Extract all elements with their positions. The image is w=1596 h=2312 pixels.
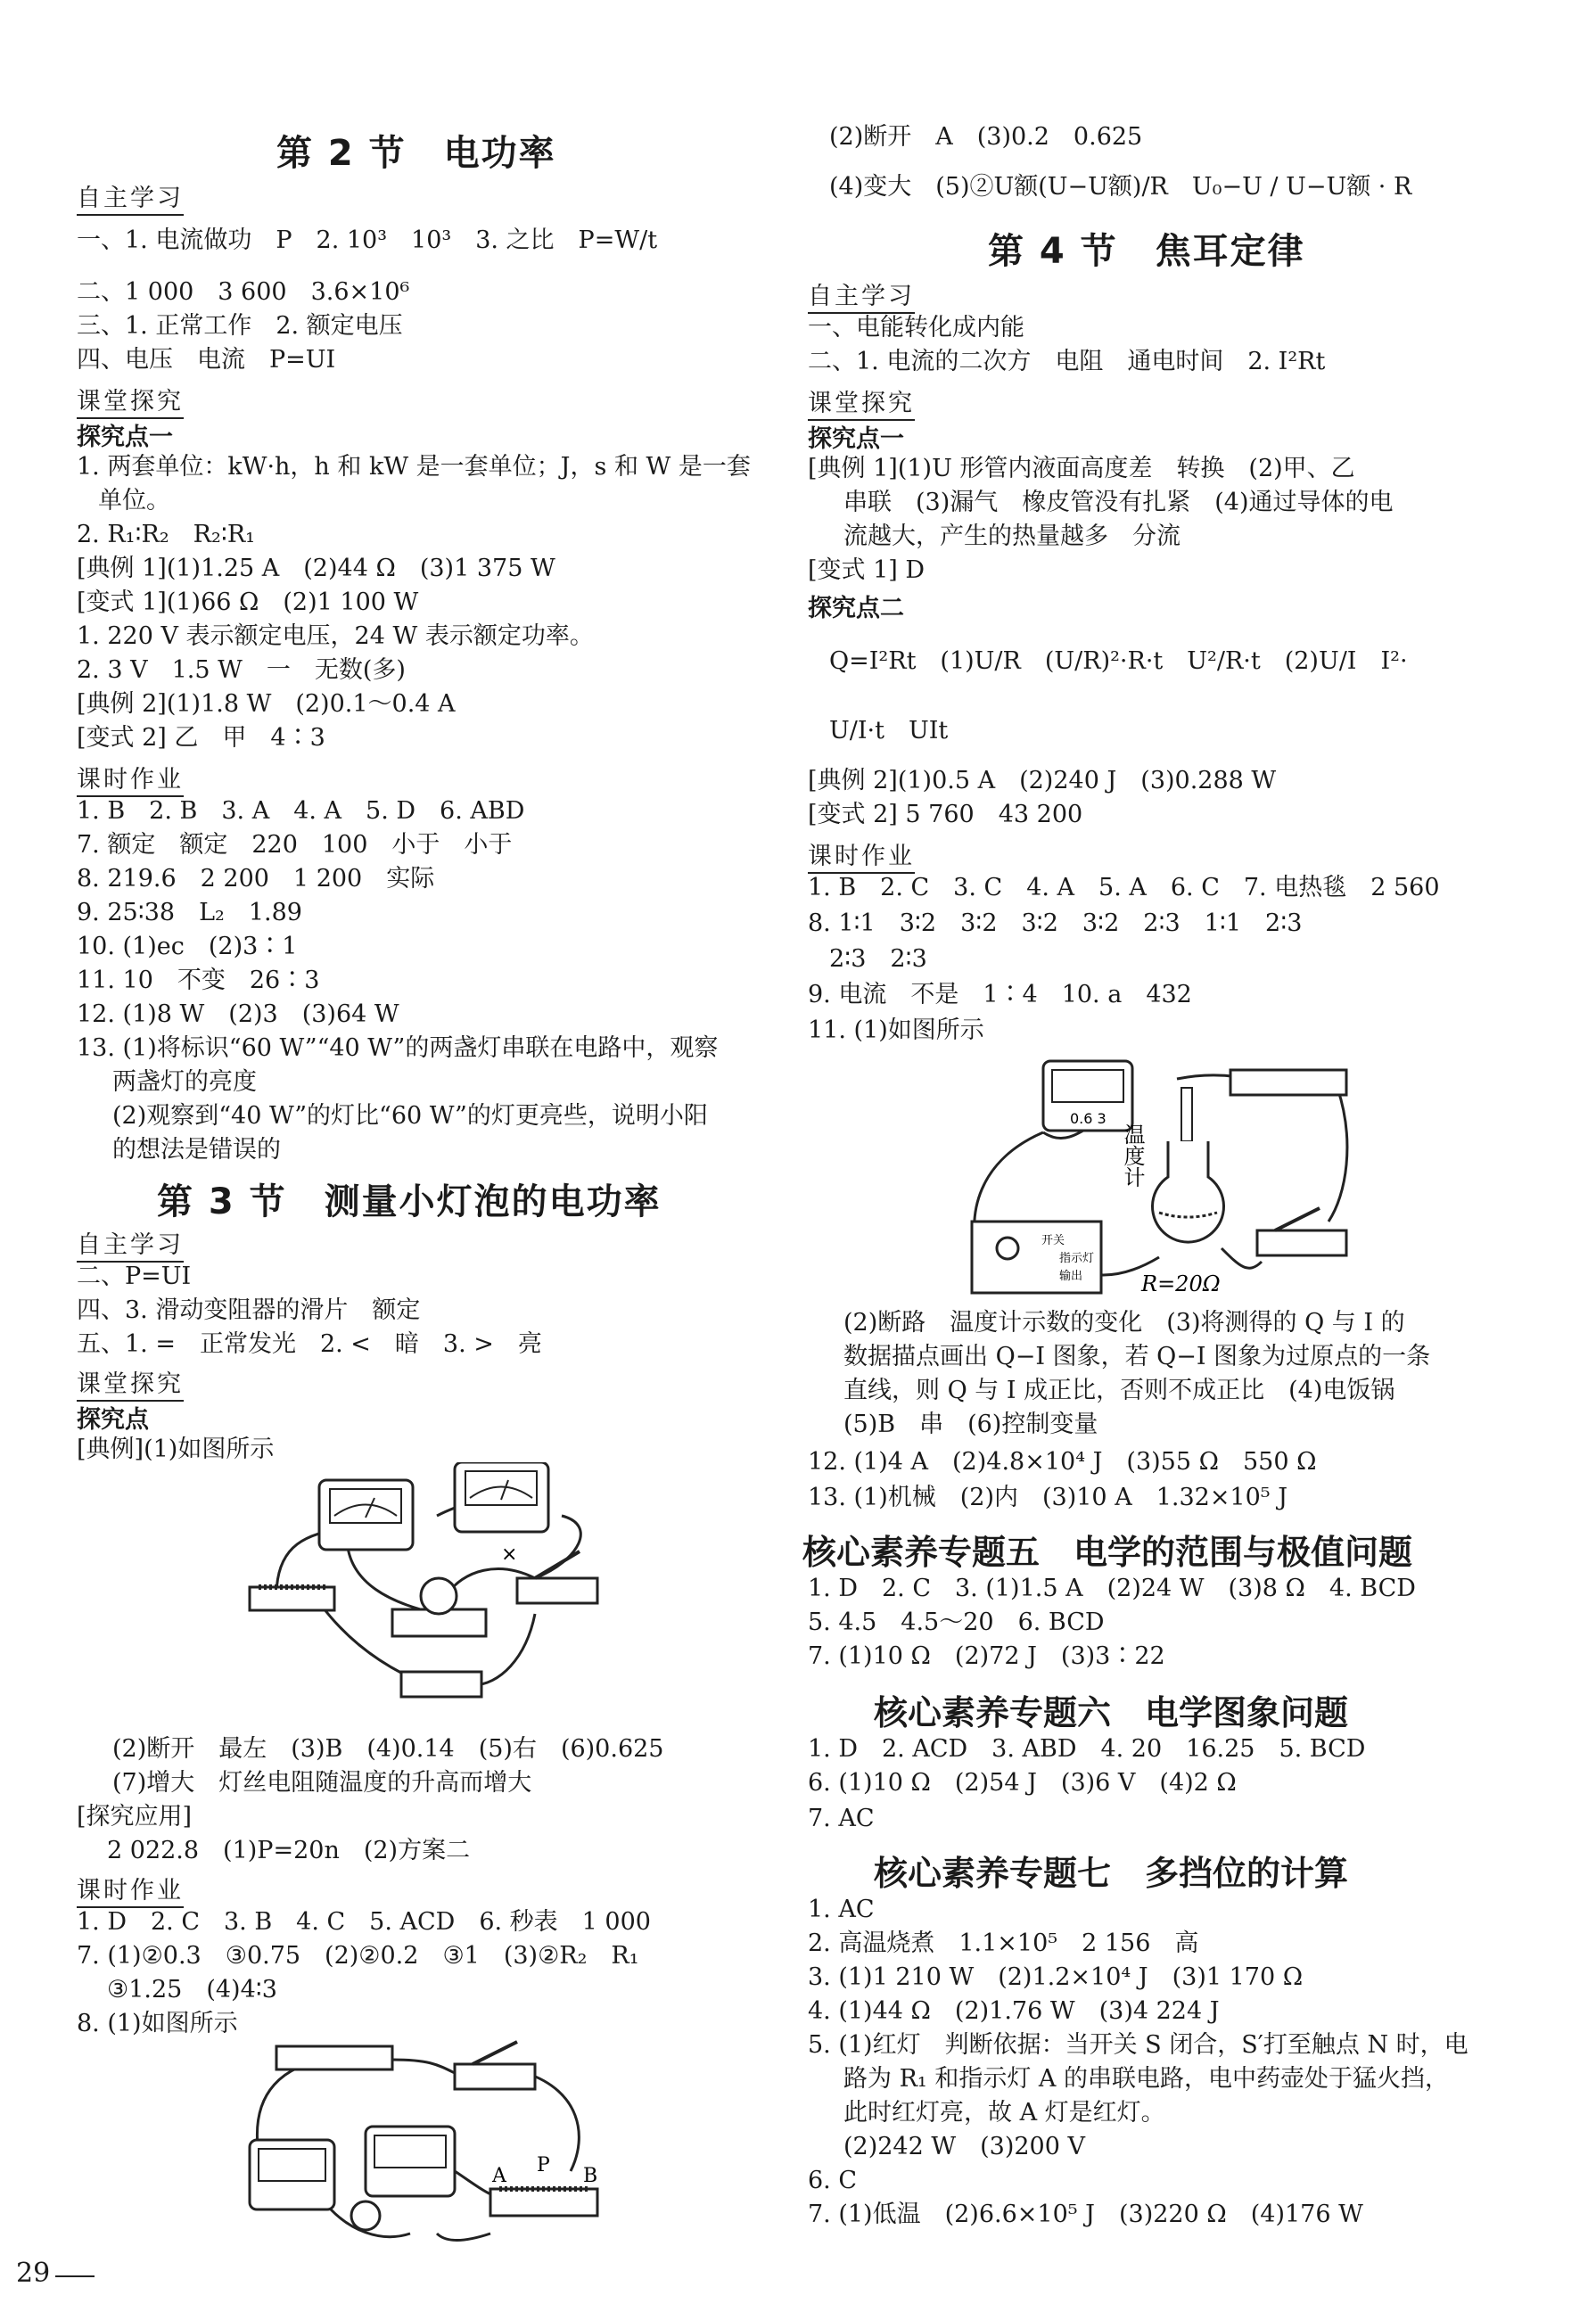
right-answer-line: 串联 (3)漏气 橡皮管没有扎紧 (4)通过导体的电 <box>843 489 1394 516</box>
right-answer-line: 12. (1)4 A (2)4.8×10⁴ J (3)55 Ω 550 Ω <box>808 1448 1317 1476</box>
right-subsection-title: 探究点二 <box>808 595 904 622</box>
right-answer-line: 路为 R₁ 和指示灯 A 的串联电路，电中药壶处于猛火挡， <box>843 2065 1449 2093</box>
left-answer-line: 四、电压 电流 P=UI <box>77 346 336 374</box>
left-answer-line: ③1.25 (4)4∶3 <box>107 1976 277 2003</box>
left-answer-line: 的想法是错误的 <box>112 1136 281 1164</box>
right-answer-line: 二、1. 电流的二次方 电阻 通电时间 2. I²Rt <box>808 348 1326 375</box>
left-answer-line: 7. 额定 额定 220 100 小于 小于 <box>77 831 513 859</box>
page-number: 29 <box>16 2258 51 2289</box>
right-answer-line: 流越大，产生的热量越多 分流 <box>843 522 1181 550</box>
left-answer-line: (2)观察到“40 W”的灯比“60 W”的灯更亮些，说明小阳 <box>112 1102 708 1130</box>
right-section-title: 核心素养专题七 多挡位的计算 <box>874 1854 1349 1893</box>
svg-text:×: × <box>501 1543 518 1566</box>
right-section-title: 核心素养专题六 电学图象问题 <box>874 1693 1349 1732</box>
left-answer-line: 2. R₁∶R₂ R₂∶R₁ <box>77 521 256 548</box>
right-answer-line: 2∶3 2∶3 <box>829 945 927 973</box>
circuit-figure-2 <box>232 2037 606 2260</box>
left-answer-line: 8. 219.6 2 200 1 200 实际 <box>77 865 435 893</box>
right-answer-line: (2)242 W (3)200 V <box>843 2133 1085 2160</box>
left-answer-line: (7)增大 灯丝电阻随温度的升高而增大 <box>112 1769 532 1797</box>
left-subsection-title: 探究点 <box>77 1406 149 1434</box>
left-answer-line: 1. D 2. C 3. B 4. C 5. ACD 6. 秒表 1 000 <box>77 1908 651 1936</box>
right-answer-line: 直线，则 Q 与 I 成正比，否则不成正比 (4)电饭锅 <box>843 1377 1395 1404</box>
left-section-tag: 课时作业 <box>77 1871 184 1908</box>
right-section-tag: 课堂探究 <box>808 383 915 421</box>
right-answer-line: [典例 1](1)U 形管内液面高度差 转换 (2)甲、乙 <box>808 455 1355 482</box>
svg-text:0.6 3: 0.6 3 <box>1070 1110 1107 1127</box>
svg-text:指示灯: 指示灯 <box>1059 1252 1095 1265</box>
left-answer-line: 12. (1)8 W (2)3 (3)64 W <box>77 1000 399 1028</box>
right-answer-line: 4. (1)44 Ω (2)1.76 W (3)4 224 J <box>808 1997 1220 2025</box>
left-answer-line: 9. 25∶38 L₂ 1.89 <box>77 899 302 926</box>
right-answer-line: 一、电能转化成内能 <box>808 314 1024 341</box>
left-answer-line: [典例 2](1)1.8 W (2)0.1～0.4 A <box>77 690 456 718</box>
left-answer-line: 两盏灯的亮度 <box>112 1068 257 1096</box>
right-answer-line: 1. B 2. C 3. C 4. A 5. A 6. C 7. 电热毯 2 560 <box>808 874 1440 901</box>
left-section-tag: 课时作业 <box>77 760 184 797</box>
right-section-tag: 自主学习 <box>808 276 915 314</box>
right-answer-line: 6. C <box>808 2167 858 2194</box>
left-section-tag: 自主学习 <box>77 178 184 216</box>
right-answer-line: 3. (1)1 210 W (2)1.2×10⁴ J (3)1 170 Ω <box>808 1963 1304 1991</box>
left-answer-line: 1. 两套单位：kW·h，h 和 kW 是一套单位；J，s 和 W 是一套 <box>77 453 751 481</box>
circuit-figure-3 <box>954 1052 1355 1297</box>
left-section-tag: 课堂探究 <box>77 1364 184 1402</box>
right-answer-line: 11. (1)如图所示 <box>808 1016 984 1044</box>
svg-text:开关: 开关 <box>1041 1234 1065 1247</box>
right-answer-line: 13. (1)机械 (2)内 (3)10 A 1.32×10⁵ J <box>808 1484 1288 1511</box>
svg-text:R=20Ω: R=20Ω <box>1141 1271 1221 1296</box>
left-answer-line: 2 022.8 (1)P=20n (2)方案二 <box>107 1837 471 1864</box>
left-answer-line: 三、1. 正常工作 2. 额定电压 <box>77 312 403 340</box>
right-answer-line: Q=I²Rt (1)U/R (U/R)²·R·t U²/R·t (2)U/I I²· <box>829 647 1408 675</box>
left-subsection-title: 探究点一 <box>77 424 173 451</box>
svg-text:输出: 输出 <box>1059 1270 1083 1283</box>
svg-text:P: P <box>537 2154 550 2176</box>
right-answer-line: 此时红灯亮，故 A 灯是红灯。 <box>843 2099 1165 2127</box>
left-answer-line: 二、P=UI <box>77 1263 192 1290</box>
left-section-tag: 自主学习 <box>77 1225 184 1263</box>
right-answer-line: 数据描点画出 Q−I 图象，若 Q−I 图象为过原点的一条 <box>843 1343 1431 1370</box>
svg-text:B: B <box>583 2165 598 2187</box>
left-answer-line: 1. 220 V 表示额定电压，24 W 表示额定功率。 <box>77 622 594 650</box>
right-answer-line: [变式 1] D <box>808 556 926 584</box>
right-answer-line: 1. D 2. C 3. (1)1.5 A (2)24 W (3)8 Ω 4. BCD <box>808 1575 1416 1602</box>
right-answer-line: [变式 2] 5 760 43 200 <box>808 801 1083 828</box>
thermometer-label: 温度计 <box>1120 1123 1145 1188</box>
right-answer-line: (4)变大 (5)②U额(U−U额)/R U₀−U / U−U额 · R <box>829 173 1412 201</box>
right-section-tag: 课时作业 <box>808 836 915 874</box>
left-answer-line: 二、1 000 3 600 3.6×10⁶ <box>77 278 410 306</box>
right-section-title: 核心素养专题五 电学的范围与极值问题 <box>802 1533 1413 1572</box>
left-section-tag: 课堂探究 <box>77 382 184 419</box>
left-answer-line: 7. (1)②0.3 ③0.75 (2)②0.2 ③1 (3)②R₂ R₁ <box>77 1942 639 1970</box>
left-answer-line: 8. (1)如图所示 <box>77 2010 238 2037</box>
left-answer-line: 单位。 <box>98 487 170 514</box>
right-section-title: 第 4 节 焦耳定律 <box>988 231 1305 272</box>
left-answer-line: [典例](1)如图所示 <box>77 1436 275 1463</box>
svg-text:A: A <box>492 2165 506 2187</box>
left-answer-line: 10. (1)ec (2)3∶1 <box>77 933 298 960</box>
circuit-figure-1 <box>241 1462 615 1721</box>
left-section-title: 第 2 节 电功率 <box>276 133 556 174</box>
left-answer-line: 四、3. 滑动变阻器的滑片 额定 <box>77 1296 421 1324</box>
left-answer-line: 一、1. 电流做功 P 2. 10³ 10³ 3. 之比 P=W/t <box>77 226 658 254</box>
right-answer-line: 5. 4.5 4.5～20 6. BCD <box>808 1609 1105 1636</box>
right-subsection-title: 探究点一 <box>808 425 904 453</box>
left-answer-line: [变式 2] 乙 甲 4∶3 <box>77 724 325 752</box>
left-answer-line: 五、1. = 正常发光 2. < 暗 3. > 亮 <box>77 1330 542 1358</box>
right-answer-line: 7. (1)低温 (2)6.6×10⁵ J (3)220 Ω (4)176 W <box>808 2201 1363 2228</box>
left-answer-line: [典例 1](1)1.25 A (2)44 Ω (3)1 375 W <box>77 555 555 582</box>
page-number-rule <box>55 2275 95 2277</box>
right-answer-line: (5)B 串 (6)控制变量 <box>843 1411 1098 1438</box>
right-answer-line: 1. D 2. ACD 3. ABD 4. 20 16.25 5. BCD <box>808 1735 1366 1763</box>
left-answer-line: 11. 10 不变 26∶3 <box>77 967 320 994</box>
right-answer-line: (2)断路 温度计示数的变化 (3)将测得的 Q 与 I 的 <box>843 1309 1405 1337</box>
left-answer-line: (2)断开 最左 (3)B (4)0.14 (5)右 (6)0.625 <box>112 1735 664 1763</box>
right-answer-line: 2. 高温烧煮 1.1×10⁵ 2 156 高 <box>808 1929 1199 1957</box>
right-answer-line: 7. AC <box>808 1805 875 1832</box>
left-answer-line: 2. 3 V 1.5 W 一 无数(多) <box>77 656 406 684</box>
right-answer-line: 8. 1∶1 3∶2 3∶2 3∶2 3∶2 2∶3 1∶1 2∶3 <box>808 909 1303 937</box>
left-section-title: 第 3 节 测量小灯泡的电功率 <box>157 1181 662 1222</box>
right-answer-line: 5. (1)红灯 判断依据：当开关 S 闭合，S′打至触点 N 时，电 <box>808 2031 1468 2059</box>
right-answer-line: 1. AC <box>808 1896 875 1923</box>
left-answer-line: 1. B 2. B 3. A 4. A 5. D 6. ABD <box>77 797 525 825</box>
right-answer-line: 7. (1)10 Ω (2)72 J (3)3∶22 <box>808 1642 1165 1670</box>
right-answer-line: [典例 2](1)0.5 A (2)240 J (3)0.288 W <box>808 767 1277 794</box>
right-answer-line: 6. (1)10 Ω (2)54 J (3)6 V (4)2 Ω <box>808 1769 1237 1797</box>
left-answer-line: [变式 1](1)66 Ω (2)1 100 W <box>77 588 419 616</box>
left-answer-line: [探究应用] <box>77 1803 193 1831</box>
right-answer-line: (2)断开 A (3)0.2 0.625 <box>829 123 1143 151</box>
right-answer-line: U/I·t UIt <box>829 717 949 745</box>
right-answer-line: 9. 电流 不是 1∶4 10. a 432 <box>808 981 1192 1008</box>
left-answer-line: 13. (1)将标识“60 W”“40 W”的两盏灯串联在电路中，观察 <box>77 1034 719 1062</box>
